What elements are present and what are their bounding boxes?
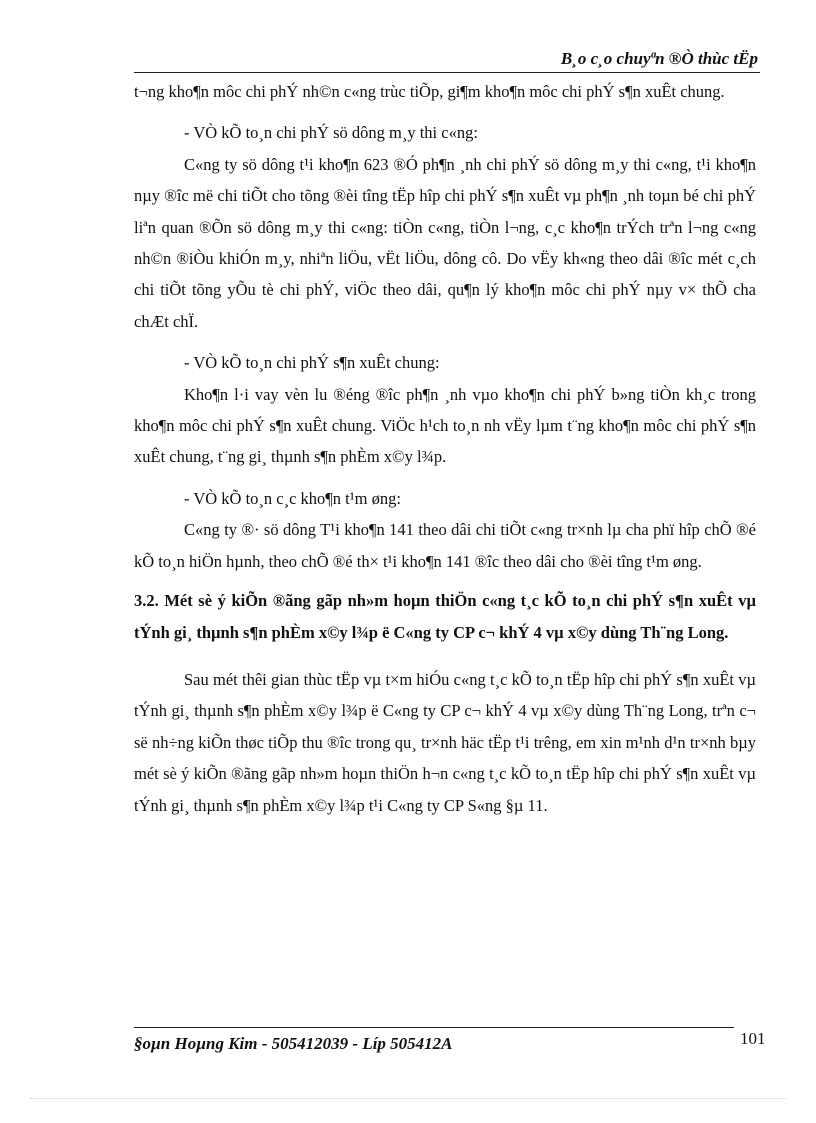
page-bottom-border bbox=[30, 1098, 786, 1099]
paragraph-advances: C«ng ty ®· sö dông T¹i kho¶n 141 theo dâi chi tiÕt c«ng tr×nh lµ cha phï hîp chÕ ®é kÕ to¸n hiÖn hµnh, theo chÕ ®é th× t¹i kho¶n 141 ®îc theo dâi cho ®èi tîng t¹m øng. bbox=[134, 520, 756, 571]
paragraph-machine-cost: C«ng ty sö dông t¹i kho¶n 623 ®Ó ph¶n ¸nh chi phÝ sö dông m¸y thi c«ng, t¹i kho¶n nµy ®îc më chi tiÕt cho tõng ®èi tîng tËp hîp chi phÝ s¶n xuÊt vµ ph¶n ¸nh toµn bé chi phÝ liªn quan ®Õn sö dông m¸y thi c«ng: tiÒn c«ng, tiÒn l¬ng, c¸c kho¶n trÝch trªn l¬ng c«ng nh©n ®iÒu khiÓn m¸y, nhiªn liÖu, vËt liÖu, dông cô. Do vËy kh«ng theo dâi ®îc mét c¸ch chi tiÕt tõng yÕu tè chi phÝ, viÖc theo dâi, qu¶n lý kho¶n môc chi phÝ nµy v× thÕ cha chÆt chÏ. bbox=[134, 154, 756, 331]
subheading-machine-cost: - VÒ kÕ to¸n chi phÝ sö dông m¸y thi c«ng: bbox=[184, 123, 478, 143]
footer-author: §oµn Hoµng Kim - 505412039 - Líp 505412A bbox=[134, 1034, 453, 1053]
page-number: 101 bbox=[740, 1029, 766, 1048]
subheading-general-cost: - VÒ kÕ to¸n chi phÝ s¶n xuÊt chung: bbox=[184, 353, 440, 373]
paragraph-conclusion: Sau mét thêi gian thùc tËp vµ t×m hiÓu c«ng t¸c kÕ to¸n tËp hîp chi phÝ s¶n xuÊt vµ tÝnh gi¸ thµnh s¶n phÈm x©y l¾p ë C«ng ty CP c¬ khÝ 4 vµ x©y dùng Th¨ng Long, trªn c¬ së nh÷ng kiÕn thøc tiÕp thu ®îc trong qu¸ tr×nh häc tËp t¹i trêng, em xin m¹nh d¹n tr×nh bµy mét sè ý kiÕn ®ãng gãp nh»m hoµn thiÖn h¬n c«ng t¸c kÕ to¸n tËp hîp chi phÝ s¶n xuÊt vµ tÝnh gi¸ thµnh s¶n phÈm x©y l¾p t¹i C«ng ty CP S«ng §µ 11. bbox=[134, 669, 756, 815]
footer-rule bbox=[134, 1027, 734, 1028]
subheading-advances: - VÒ kÕ to¸n c¸c kho¶n t¹m øng: bbox=[184, 488, 401, 508]
header-rule bbox=[134, 72, 760, 73]
document-body bbox=[134, 76, 756, 821]
section-heading: 3.2. Mét sè ý kiÕn ®ãng gãp nh»m hoµn thiÖn c«ng t¸c kÕ to¸n chi phÝ s¶n xuÊt vµ tÝnh gi¸ thµnh s¶n phÈm x©y l¾p ë C«ng ty CP c¬ khÝ 4 vµ x©y dùng Th¨ng Long. bbox=[134, 591, 756, 642]
header-title: B¸o c¸o chuyªn ®Ò thùc tËp bbox=[560, 49, 758, 68]
paragraph-general-cost: Kho¶n l·i vay vèn lu ®éng ®îc ph¶n ¸nh vµo kho¶n chi phÝ b»ng tiÒn kh¸c trong kho¶n môc chi phÝ s¶n xuÊt chung. ViÖc h¹ch to¸n nh vËy lµm t¨ng kho¶n môc chi phÝ s¶n xuÊt chung, t¨ng gi¸ thµnh s¶n phÈm x©y l¾p. bbox=[134, 384, 756, 467]
paragraph-continuation: t¬ng kho¶n môc chi phÝ nh©n c«ng trùc tiÕp, gi¶m kho¶n môc chi phÝ s¶n xuÊt chung. bbox=[134, 82, 725, 101]
